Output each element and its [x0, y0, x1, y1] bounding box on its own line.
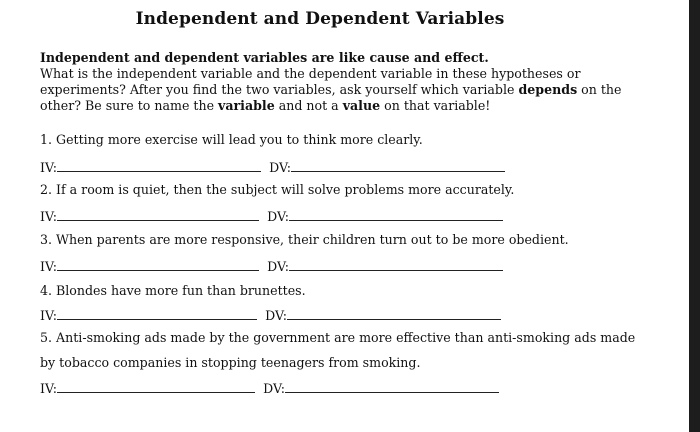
question-2: 2. If a room is quiet, then the subject will solve problems more accurately.	[40, 182, 515, 197]
question-5-continued: by tobacco companies in stopping teenagers from smoking.	[40, 355, 421, 370]
iv-answer-blank[interactable]	[57, 380, 255, 393]
dv-answer-blank[interactable]	[287, 307, 501, 320]
iv-answer-blank[interactable]	[57, 159, 261, 172]
dv-answer-blank[interactable]	[289, 258, 503, 271]
dv-label: DV:	[267, 259, 290, 274]
dark-page-edge	[689, 0, 700, 432]
instructions-text: on that variable!	[380, 98, 491, 113]
iv-answer-blank[interactable]	[57, 208, 259, 221]
dv-label: DV:	[265, 308, 288, 323]
iv-label: IV:	[40, 160, 58, 175]
instructions-text: and not a	[274, 98, 343, 113]
dv-answer-blank[interactable]	[291, 159, 505, 172]
dv-label: DV:	[263, 381, 286, 396]
iv-answer-blank[interactable]	[57, 258, 259, 271]
dv-label: DV:	[267, 209, 290, 224]
emphasis-depends: depends	[518, 82, 578, 97]
answer-row-4	[40, 307, 501, 323]
answer-row-2	[40, 208, 503, 224]
iv-label: IV:	[40, 259, 58, 274]
dv-answer-blank[interactable]	[285, 380, 499, 393]
instructions-lead: Independent and dependent variables are like cause and effect.	[40, 50, 489, 65]
emphasis-variable: variable	[218, 98, 275, 113]
iv-label: IV:	[40, 209, 58, 224]
page-title: Independent and Dependent Variables	[135, 9, 505, 29]
question-1: 1. Getting more exercise will lead you to think more clearly.	[40, 132, 423, 147]
instructions-text: on the other? Be sure to name the	[40, 82, 622, 113]
answer-row-1	[40, 159, 505, 175]
answer-row-3	[40, 258, 503, 274]
instructions-text: What is the independent variable and the dependent variable in these hypotheses or experiments? After you find the two variables, ask yourself which variable	[40, 66, 581, 97]
iv-label: IV:	[40, 381, 58, 396]
emphasis-value: value	[342, 98, 381, 113]
dv-answer-blank[interactable]	[289, 208, 503, 221]
question-5: 5. Anti-smoking ads made by the government are more effective than anti-smoking ads made	[40, 330, 636, 345]
answer-row-5	[40, 380, 499, 396]
question-3: 3. When parents are more responsive, their children turn out to be more obedient.	[40, 232, 569, 247]
instructions-paragraph	[40, 50, 630, 114]
iv-label: IV:	[40, 308, 58, 323]
dv-label: DV:	[269, 160, 292, 175]
iv-answer-blank[interactable]	[57, 307, 257, 320]
question-4: 4. Blondes have more fun than brunettes.	[40, 283, 306, 298]
